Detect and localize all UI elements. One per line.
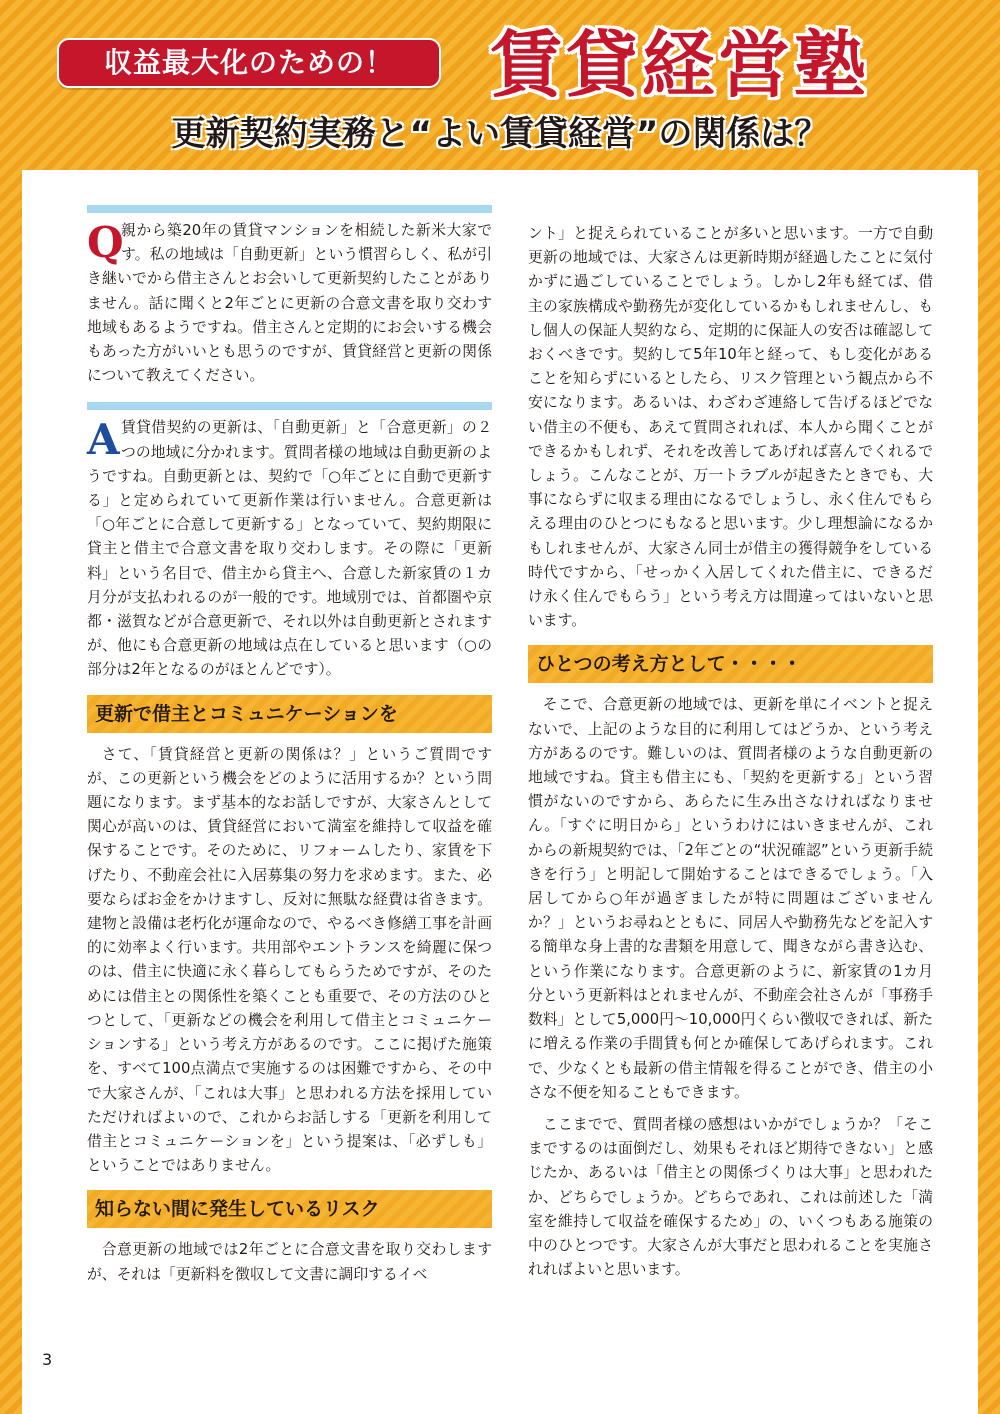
question-text: 親から築20年の賃貸マンションを相続した新米大家です。私の地域は「自動更新」という慣習らしく、私が引き継いでから借主さんとお会いして更新契約したことがありません。話に聞くと2年ごとに更新の合意文書を取り交わす地域もあるようですね。借主さんと定期的にお会いする機会もあった方がいいとも思うのですが、賃貸経営と更新の関係について教えてください。 [87,222,492,385]
answer-block [87,402,492,682]
left-border [0,170,22,1414]
page-subtitle: 更新契約実務と“よい賃貸経営”の関係は？ [171,114,829,154]
page-title: 賃貸経営塾 [489,22,870,107]
section-heading-idea: ひとつの考え方として・・・・ [528,645,933,683]
continued-text: ント」と捉えられていることが多いと思います。一方で自動更新の地域では、大家さんは更新時期が経過したことに気付かずに過ごしていることでしょう。しかし2年も経てば、借主の家族構成や勤務先が変化しているかもしれませんし、もし個人の保証人契約なら、定期的に保証人の安否は確認しておくべきです。契約して5年10年と経って、もし変化があることを知らずにいるとしたら、リスク管理という観点から不安になります。あるいは、わざわざ連絡して告げるほどでない借主の不便も、あえて質問されれば、本人から聞くことができるかもしれず、それを改善してあげれば喜んでくれるでしょう。こんなことが、万一トラブルが起きたときでも、大事にならずに収まる理由になるでしょうし、永く住んでもらえる理由のひとつにもなると思います。少し理想論になるかもしれませんが、大家さん同士が借主の獲得競争をしている時代ですから、「せっかく入居してくれた借主に、できるだけ永く住んでもらう」という考え方は間違ってはいないと思います。 [528,225,933,630]
answer-letter: A [87,415,120,465]
left-column [87,205,492,1287]
right-border [978,170,1000,1414]
question-letter: Q [87,218,124,267]
question-block [87,205,492,388]
question-bar [87,205,492,213]
section-text-idea-1: そこで、合意更新の地域では、更新を単にイベントと捉えないで、上記のような目的に利用してはどうか、という考え方があるのです。難しいのは、質問者様のような自動更新の地域ですね。貸主も借主にも、「契約を更新する」という習慣がないのですから、あらたに生み出さなければなりません。「すぐに明日から」というわけにはいきませんが、これからの新規契約では、「2年ごとの“状況確認”という更新手続きを行う」と明記して開始することはできるでしょう。「入居してから○年が過ぎましたが特に問題はございませんか？」というお尋ねとともに、同居人や勤務先などを記入する簡単な身上書的な書類を用意して、聞きながら書き込む、という作業になります。合意更新のように、新家賃の1カ月分という更新料はとれませんが、不動産会社さんが「事務手数料」として5,000円～10,000円くらい徴収できれば、新たに増える作業の手間賃も何とか確保してあげられます。これで、少なくとも最新の借主情報を得ることができ、借主の小さな不便を知ることもできます。 [528,696,933,1101]
section-heading-communication: 更新で借主とコミュニケーションを [87,695,492,733]
section-text-communication: さて、「賃貸経営と更新の関係は？」というご質問ですが、この更新という機会をどのように活用するか？という問題になります。まず基本的なお話しですが、大家さんとして関心が高いのは、賃貸経営において満室を維持して収益を確保することです。そのために、リフォームしたり、家賃を下げたり、不動産会社に入居募集の努力を求めます。また、必要ならばお金をかけますし、反対に無駄な経費は省きます。建物と設備は老朽化が運命なので、やるべき修繕工事を計画的に効率よく行います。共用部やエントランスを綺麗に保つのは、借主に快適に永く暮らしてもらうためですが、そのためには借主との関係性を築くことも重要で、その方法のひとつとして、「更新などの機会を利用して借主とコミュニケーションする」という考え方があるのです。ここに掲げた施策を、すべて100点満点で実施するのは困難ですから、その中で大家さんが、「これは大事」と思われる方法を採用していただければよいので、これからお話しする「更新を利用して借主とコミュニケーションを」という提案は、「必ずしも」ということではありません。 [87,745,492,1175]
right-column [528,222,933,1282]
answer-bar [87,402,492,410]
section-text-risk: 合意更新の地域では2年ごとに合意文書を取り交わしますが、それは「更新料を徴収して文書に調印するイベ [87,1241,492,1283]
header-badge: 収益最大化のための！ [57,38,441,88]
section-heading-risk: 知らない間に発生しているリスク [87,1190,492,1228]
answer-text: 賃貸借契約の更新は、「自動更新」と「合意更新」の２つの地域に分かれます。質問者様の地域は自動更新のようですね。自動更新とは、契約で「○年ごとに自動で更新する」と定められていて更新作業は行いません。合意更新は「○年ごとに合意して更新する」となっていて、契約期限に貸主と借主で合意文書を取り交わします。その際に「更新料」という名目で、借主から貸主へ、合意した新家賃の１カ月分が支払われるのが一般的です。地域別では、首都圏や京都・滋賀などが合意更新で、それ以外は自動更新とされますが、他にも合意更新の地域は点在していると思います（○の部分は2年となるのがほとんどです）。 [87,419,492,679]
page-number: 3 [42,1350,53,1369]
section-text-idea-2: ここまでで、質問者様の感想はいかがでしょうか？「そこまでするのは面倒だし、効果もそれほど期待できない」と感じたか、あるいは「借主との関係づくりは大事」と思われたか、どちらでしょうか。どちらであれ、これは前述した「満室を維持して収益を確保するため」の、いくつもある施策の中のひとつです。大家さんが大事だと思われることを実施されればよいと思います。 [528,1115,933,1279]
